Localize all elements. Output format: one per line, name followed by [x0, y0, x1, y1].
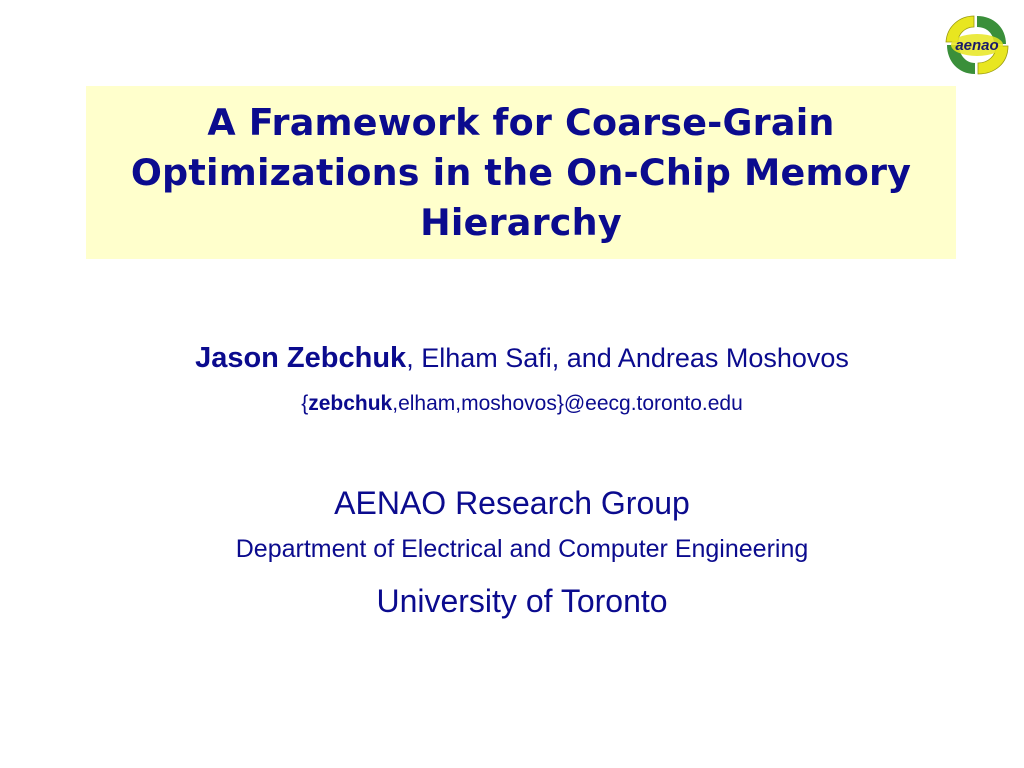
email-bold-user: zebchuk	[308, 392, 393, 415]
aenao-logo	[944, 14, 1010, 76]
university: University of Toronto	[376, 583, 668, 619]
email-rest: ,elham,moshovos}@eecg.toronto.edu	[392, 392, 743, 415]
title-box	[86, 86, 956, 259]
authors-line	[60, 338, 984, 378]
aenao-logo-icon	[944, 14, 1010, 76]
department: Department of Electrical and Computer Engineering	[235, 535, 809, 563]
co-authors: , Elham Safi, and Andreas Moshovos	[406, 343, 849, 373]
email-brace-open: {	[301, 392, 309, 415]
email-line	[60, 389, 984, 419]
slide-title: A Framework for Coarse-Grain Optimizations in the On-Chip Memory Hierarchy	[130, 100, 912, 244]
lead-author: Jason Zebchuk	[195, 342, 407, 374]
logo-text: aenao	[955, 37, 999, 54]
research-group: AENAO Research Group	[334, 485, 690, 521]
